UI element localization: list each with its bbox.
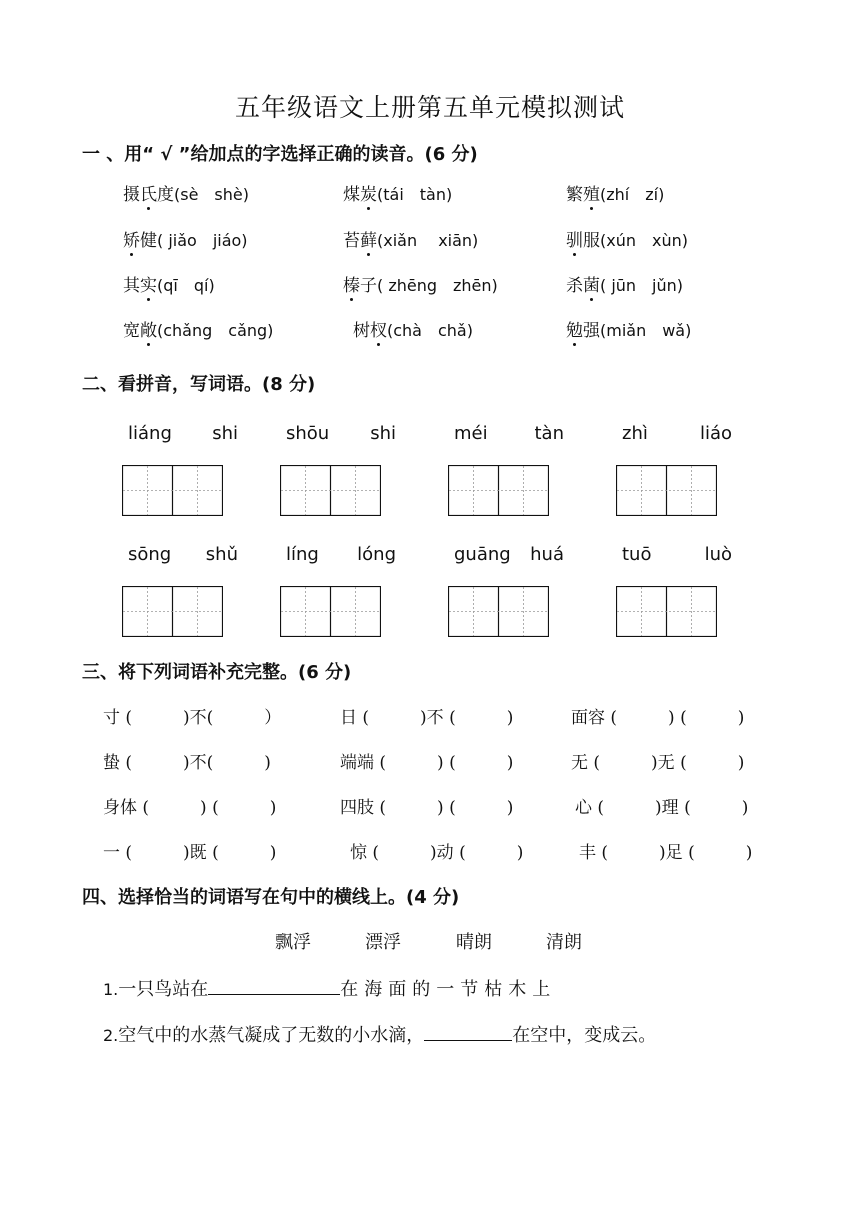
reading-item (566, 271, 683, 296)
reading-item (123, 180, 249, 205)
sentence-2 (103, 1021, 656, 1047)
idiom-fill-item[interactable]: 日 ( )不 ( ) (340, 708, 514, 728)
pinyin-syllable: huá (530, 544, 564, 565)
word-part: 强 (583, 321, 600, 341)
dotted-char: 氏 (140, 180, 157, 205)
word-part: 繁 (566, 185, 583, 205)
pinyin-prompt (622, 544, 732, 565)
dotted-char: 敞 (140, 316, 157, 341)
pinyin-prompt (454, 544, 564, 565)
pinyin-syllable: tàn (534, 423, 564, 444)
pinyin-choices[interactable]: ( jūn jǔn) (600, 276, 684, 295)
reading-item (566, 316, 691, 341)
word-part: 苔 (343, 231, 360, 251)
reading-item (343, 271, 498, 296)
dotted-char: 矫 (123, 226, 140, 251)
pinyin-choices[interactable]: (xún xùn) (600, 231, 688, 250)
pinyin-choices[interactable]: (tái tàn) (377, 185, 453, 204)
pinyin-syllable: líng (286, 544, 319, 565)
reading-item (123, 226, 248, 251)
word-part: 宽 (123, 321, 140, 341)
sentence-text: 在海面的一节枯木上 (340, 979, 557, 1000)
word-part: 子 (360, 276, 377, 296)
pinyin-choices[interactable]: ( zhēng zhēn) (377, 276, 498, 295)
pinyin-choices[interactable]: (miǎn wǎ) (600, 321, 692, 340)
idiom-fill-item[interactable]: 端端 ( ) ( ) (340, 753, 514, 773)
sentence-text: 空气中的水蒸气凝成了无数的小水滴， (118, 1025, 425, 1046)
pinyin-syllable: lóng (357, 544, 396, 565)
word-part: 服 (583, 231, 600, 251)
idiom-fill-item[interactable]: 寸 ( )不( ） (103, 708, 282, 728)
idiom-fill-item[interactable]: 蛰 ( )不( ) (103, 753, 271, 773)
reading-item (343, 226, 478, 251)
dotted-char: 榛 (343, 271, 360, 296)
word-part: 煤 (343, 185, 360, 205)
word-option: 漂浮 (365, 932, 401, 953)
word-part: 度 (157, 185, 174, 205)
section-3-heading: 三、将下列词语补充完整。(6 分) (82, 662, 352, 683)
pinyin-syllable: guāng (454, 544, 511, 565)
writing-grid[interactable] (616, 465, 716, 515)
answer-blank[interactable] (424, 1022, 512, 1041)
writing-grid[interactable] (280, 465, 380, 515)
reading-item (353, 316, 473, 341)
writing-grid[interactable] (122, 586, 222, 636)
word-part: 其 (123, 276, 140, 296)
page-title: 五年级语文上册第五单元模拟测试 (234, 93, 625, 122)
reading-item (566, 226, 688, 251)
pinyin-syllable: luò (704, 544, 732, 565)
section-2-heading (82, 370, 315, 396)
section-2-heading-text: 二、看拼音，写词语。(8 分) (82, 374, 316, 395)
dotted-char: 实 (140, 271, 157, 296)
word-part: 杀 (566, 276, 583, 296)
sentence-text: 在空中，变成云。 (512, 1025, 657, 1046)
pinyin-prompt (622, 423, 732, 444)
idiom-fill-item[interactable]: 无 ( )无 ( ) (571, 753, 745, 773)
pinyin-choices[interactable]: (chà chǎ) (387, 321, 473, 340)
word-option: 晴朗 (456, 932, 492, 953)
section-4-heading: 四、选择恰当的词语写在句中的横线上。(4 分) (82, 887, 460, 908)
reading-item (123, 316, 273, 341)
pinyin-syllable: zhì (622, 423, 648, 444)
idiom-fill-item[interactable]: 一 ( )既 ( ) (103, 843, 277, 863)
dotted-char: 炭 (360, 180, 377, 205)
dotted-char: 勉 (566, 316, 583, 341)
word-part: 摄 (123, 185, 140, 205)
dotted-char: 殖 (583, 180, 600, 205)
reading-item (566, 180, 664, 205)
sentence-number: 1. (103, 980, 119, 999)
section-1-heading: 一 、用“ √ ”给加点的字选择正确的读音。(6 分) (82, 144, 478, 165)
reading-item (123, 271, 215, 296)
sentence-1 (103, 975, 556, 1001)
pinyin-choices[interactable]: ( jiǎo jiáo) (157, 231, 248, 250)
pinyin-syllable: liáng (128, 423, 172, 444)
dotted-char: 驯 (566, 226, 583, 251)
writing-grid[interactable] (616, 586, 716, 636)
pinyin-choices[interactable]: (sè shè) (174, 185, 249, 204)
pinyin-prompt (454, 423, 564, 444)
pinyin-prompt (286, 544, 396, 565)
dotted-char: 藓 (360, 226, 377, 251)
pinyin-prompt (286, 423, 396, 444)
pinyin-syllable: méi (454, 423, 488, 444)
word-option: 飘浮 (275, 932, 311, 953)
sentence-text: 一只鸟站在 (118, 979, 209, 1000)
pinyin-syllable: shǔ (205, 544, 238, 565)
idiom-fill-item[interactable]: 面容 ( ) ( ) (571, 708, 745, 728)
word-option: 清朗 (546, 932, 582, 953)
writing-grid[interactable] (122, 465, 222, 515)
pinyin-syllable: sōng (128, 544, 172, 565)
idiom-fill-item[interactable]: 丰 ( )足 ( ) (579, 843, 753, 863)
pinyin-prompt (128, 544, 238, 565)
pinyin-choices[interactable]: (chǎng cǎng) (157, 321, 274, 340)
pinyin-choices[interactable]: (qī qí) (157, 276, 215, 295)
writing-grid[interactable] (448, 586, 548, 636)
pinyin-prompt (128, 423, 238, 444)
dotted-char: 杈 (370, 316, 387, 341)
word-part: 健 (140, 231, 157, 251)
writing-grid[interactable] (448, 465, 548, 515)
writing-grid[interactable] (280, 586, 380, 636)
dotted-char: 菌 (583, 271, 600, 296)
pinyin-syllable: shōu (286, 423, 330, 444)
word-part: 树 (353, 321, 370, 341)
pinyin-choices[interactable]: (zhí zí) (600, 185, 665, 204)
sentence-number: 2. (103, 1026, 119, 1045)
idiom-fill-item[interactable]: 惊 ( )动 ( ) (350, 843, 524, 863)
idiom-fill-item[interactable]: 四肢 ( ) ( ) (340, 798, 514, 818)
pinyin-syllable: tuō (622, 544, 652, 565)
pinyin-syllable: shi (370, 423, 396, 444)
answer-blank[interactable] (208, 976, 340, 995)
pinyin-choices[interactable]: (xiǎn xiān) (377, 231, 479, 250)
pinyin-syllable: shi (212, 423, 238, 444)
idiom-fill-item[interactable]: 心 ( )理 ( ) (575, 798, 749, 818)
idiom-fill-item[interactable]: 身体 ( ) ( ) (103, 798, 277, 818)
pinyin-syllable: liáo (699, 423, 732, 444)
reading-item (343, 180, 452, 205)
